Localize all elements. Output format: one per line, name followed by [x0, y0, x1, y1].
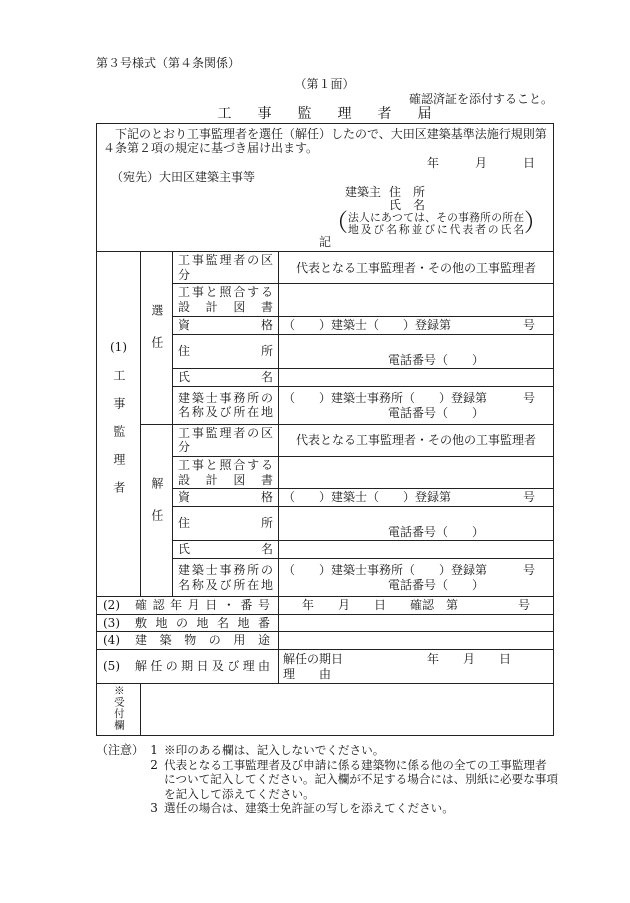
item3-label: 敷地の地名地番	[135, 615, 270, 630]
drawings-label-line2: 設計図書	[178, 472, 273, 487]
form-title-text: 工事監理者届	[217, 106, 458, 122]
name-label-appoint	[173, 368, 279, 386]
item2-label-cell	[97, 597, 279, 615]
drawings-label-dismiss	[173, 456, 279, 488]
builder-block	[345, 186, 547, 211]
name-label-text: 氏名	[178, 369, 273, 384]
qualification-label-text: 資格	[178, 490, 273, 505]
corporation-note	[325, 209, 548, 237]
item4-value	[279, 632, 554, 650]
item4-number: (4)	[103, 633, 120, 648]
office-registration-appoint: （ ）建築士事務所（ ）登録第 号	[283, 390, 536, 405]
office-label-line1: 建築士事務所の	[178, 563, 273, 578]
office-value-dismiss	[279, 559, 554, 597]
drawings-label-line1: 工事と照合する	[178, 285, 273, 300]
notes-list	[144, 743, 558, 816]
notes-section	[96, 743, 558, 816]
category-label-dismiss	[173, 424, 279, 456]
note-item	[144, 758, 558, 802]
intro-line-1: 下記のとおり工事監理者を選任（解任）したので、大田区建築基準法施行規則第	[103, 127, 547, 141]
corporation-note-line-1: 法人にあつては、その事務所の所在	[348, 211, 525, 224]
office-value-appoint	[279, 386, 554, 424]
address-label-text: 住所	[178, 343, 273, 358]
item1-number: (1)	[110, 339, 127, 354]
address-label-text: 住所	[178, 516, 273, 531]
name-value-appoint	[279, 368, 554, 386]
office-label-line2: 名称及び所在地	[178, 405, 273, 420]
qualification-label-text: 資格	[178, 317, 273, 332]
form-title	[96, 106, 553, 122]
drawings-label-appoint	[173, 284, 279, 316]
note-number: 1	[150, 743, 158, 758]
address-value-dismiss	[279, 507, 554, 541]
phone-label-dismiss-office: 電話番号（ ）	[388, 578, 485, 593]
phone-label-appoint-office: 電話番号（ ）	[388, 405, 485, 420]
intro-line-2: ４条第２項の規定に基づき届け出ます。	[103, 141, 319, 155]
dismissal-date-line: 解任の期日 年 月 日	[283, 651, 512, 666]
builder-address-label: 住 所	[389, 185, 426, 199]
reception-value	[141, 684, 554, 736]
item1-header-cell	[97, 252, 141, 597]
drawings-value-dismiss	[279, 456, 554, 488]
page-label: （第１面）	[294, 77, 355, 91]
item2-number: (2)	[103, 598, 120, 613]
category-value-appoint: 代表となる工事監理者・その他の工事監理者	[279, 252, 554, 284]
item3-number: (3)	[103, 615, 120, 630]
attach-note: 確認済証を添付すること。	[408, 92, 553, 106]
intro-section	[97, 124, 554, 252]
left-bracket-icon: （	[325, 209, 348, 237]
office-registration-dismiss: （ ）建築士事務所（ ）登録第 号	[283, 563, 536, 578]
item1-label: 工事監理者	[111, 368, 126, 509]
drawings-label-line2: 設計図書	[178, 300, 273, 315]
item4-label: 建築物の用途	[135, 633, 270, 648]
item5-label: 解任の期日及び理由	[135, 659, 270, 674]
appoint-header-cell	[141, 252, 173, 425]
corporation-note-text	[348, 212, 524, 235]
date-line: 年 月 日	[427, 156, 536, 170]
phone-label-dismiss-address: 電話番号（ ）	[388, 525, 485, 540]
phone-label-appoint-address: 電話番号（ ）	[388, 352, 485, 367]
notes-label: （注意）	[96, 743, 145, 758]
office-label-appoint	[173, 386, 279, 424]
drawings-label-line1: 工事と照合する	[178, 457, 273, 472]
category-value-dismiss: 代表となる工事監理者・その他の工事監理者	[279, 424, 554, 456]
builder-name-label: 氏 名	[389, 197, 426, 212]
dismissal-reason-line: 理 由	[283, 666, 332, 681]
right-bracket-icon: ）	[524, 209, 548, 237]
office-label-line1: 建築士事務所の	[178, 390, 273, 405]
dismiss-header-cell	[141, 424, 173, 597]
office-label-dismiss	[173, 559, 279, 597]
form-content	[96, 56, 558, 816]
office-label-line2: 名称及び所在地	[178, 577, 273, 592]
qualification-value-appoint: （ ）建築士（ ）登録第 号	[279, 316, 554, 334]
form-table	[96, 123, 554, 736]
corporation-note-line-2: 地及び名称並びに代表者の氏名	[348, 222, 525, 236]
qualification-label-appoint	[173, 316, 279, 334]
reception-label: ※受付欄	[112, 684, 125, 731]
item3-value	[279, 614, 554, 632]
note-text: 選任の場合は、建築士免許証の写しを添えてください。	[164, 801, 454, 816]
address-label-appoint	[173, 334, 279, 368]
note-number: 2	[150, 757, 158, 772]
addressee: （宛先）大田区建築主事等	[111, 170, 256, 184]
qualification-label-dismiss	[173, 489, 279, 507]
appoint-label: 選任	[149, 304, 164, 369]
address-value-appoint	[279, 334, 554, 368]
reception-label-cell	[97, 684, 141, 736]
builder-fields	[389, 186, 425, 211]
name-label-text: 氏名	[178, 542, 273, 557]
form-number: 第３号様式（第４条関係）	[96, 56, 241, 70]
item2-label: 確認年月日・番号	[135, 598, 270, 613]
category-label-text: 工事監理者の区分	[178, 253, 273, 282]
record-mark: 記	[319, 235, 332, 250]
dismiss-label: 解任	[149, 476, 164, 541]
item5-number: (5)	[103, 659, 120, 674]
item2-value: 年 月 日 確認 第 号	[279, 597, 554, 615]
note-text: 代表となる工事監理者及び申請に係る建築物に係る他の全ての工事監理者について記入してください。記入欄が不足する場合には、別紙に必要な事項を記入して添えてください。	[164, 757, 558, 801]
item3-label-cell	[97, 614, 279, 632]
category-label-appoint	[173, 252, 279, 284]
drawings-value-appoint	[279, 284, 554, 316]
name-value-dismiss	[279, 541, 554, 559]
item4-label-cell	[97, 632, 279, 650]
category-label-text: 工事監理者の区分	[178, 425, 273, 455]
item1-vertical-label	[97, 340, 140, 509]
item5-value	[279, 650, 554, 684]
qualification-value-dismiss: （ ）建築士（ ）登録第 号	[279, 489, 554, 507]
note-text: ※印のある欄は、記入しないでください。	[164, 743, 385, 758]
item5-label-cell	[97, 650, 279, 684]
name-label-dismiss	[173, 541, 279, 559]
note-item	[144, 743, 558, 758]
address-label-dismiss	[173, 507, 279, 541]
note-number: 3	[150, 801, 158, 816]
builder-label: 建築主	[345, 185, 382, 199]
note-item	[144, 801, 558, 816]
